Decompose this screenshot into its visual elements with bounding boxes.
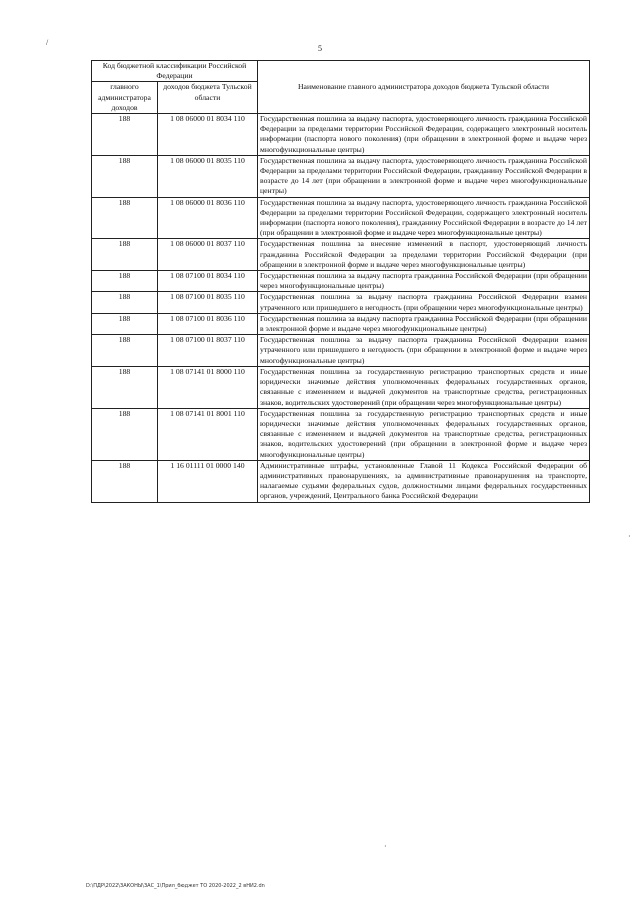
- page-number: 5: [318, 44, 322, 53]
- admin-code-cell: 188: [92, 408, 158, 460]
- revenue-code-cell: 1 08 07100 01 8034 110: [158, 271, 258, 292]
- table-row: [92, 408, 590, 460]
- revenue-name-cell: Государственная пошлина за выдачу паспорта, удостоверяющего личность гражданина Российской Федерации за пределами территории Российской Федерации, содержащего электронный носитель информации (паспорта нового поколения), гражданину Российской Федерации в возрасте до 14 лет (при обращении в электронной форме и выдаче через многофункциональные центры): [258, 197, 590, 239]
- revenue-name-cell: Государственная пошлина за выдачу паспорта, удостоверяющего личность гражданина Российской Федерации за пределами территории Российской Федерации, содержащего электронный носитель информации (паспорта нового поколения) (при обращении в электронной форме и выдаче через многофункциональные центры): [258, 114, 590, 156]
- table-row: [92, 114, 590, 156]
- code-col-header: доходов бюджета Тульской области: [158, 82, 258, 114]
- table-body: [92, 114, 590, 503]
- table-row: [92, 239, 590, 271]
- admin-code-cell: 188: [92, 155, 158, 197]
- scan-mark: ·: [384, 842, 387, 851]
- admin-code-cell: 188: [92, 114, 158, 156]
- revenue-code-cell: 1 08 07100 01 8036 110: [158, 313, 258, 334]
- kbk-header: Код бюджетной классификации Российской Федерации: [92, 61, 258, 82]
- admin-col-header: главного администратора доходов: [92, 82, 158, 114]
- table-row: [92, 155, 590, 197]
- revenue-table: [91, 60, 590, 503]
- revenue-code-cell: 1 08 07100 01 8037 110: [158, 335, 258, 367]
- admin-code-cell: 188: [92, 271, 158, 292]
- revenue-name-cell: Государственная пошлина за внесение изменений в паспорт, удостоверяющий личность гражданина Российской Федерации за пределами территории Российской Федерации (при обращении в электронной форме и выдаче через многофункциональные центры): [258, 239, 590, 271]
- revenue-name-cell: Государственная пошлина за выдачу паспорта гражданина Российской Федерации (при обращении в электронной форме и выдаче через многофункциональные центры): [258, 313, 590, 334]
- admin-code-cell: 188: [92, 460, 158, 502]
- table-row: [92, 460, 590, 502]
- revenue-name-cell: Государственная пошлина за выдачу паспорта гражданина Российской Федерации (при обращении через многофункциональные центры): [258, 271, 590, 292]
- revenue-name-cell: Государственная пошлина за выдачу паспорта, удостоверяющего личность гражданина Российской Федерации за пределами территории Российской Федерации, гражданину Российской Федерации в возрасте до 14 лет (при обращении в электронной форме и выдаче через многофункциональные центры): [258, 155, 590, 197]
- table-row: [92, 335, 590, 367]
- admin-code-cell: 188: [92, 335, 158, 367]
- footer-file-path: D:\ПДР\2022\ЗАКОНЫ\ЗАС_1\Прил_бюджет ТО 2020-2022_2 вНИ2.dn: [86, 883, 265, 889]
- table-header-row: [92, 61, 590, 82]
- revenue-code-cell: 1 16 01111 01 0000 140: [158, 460, 258, 502]
- admin-code-cell: 188: [92, 239, 158, 271]
- table-row: [92, 271, 590, 292]
- revenue-code-cell: 1 08 06000 01 8037 110: [158, 239, 258, 271]
- revenue-name-cell: Государственная пошлина за выдачу паспорта гражданина Российской Федерации взамен утраченного или пришедшего в негодность (при обращении через многофункциональные центры): [258, 292, 590, 313]
- revenue-name-cell: Государственная пошлина за государственную регистрацию транспортных средств и иные юридически значимые действия уполномоченных федеральных государственных органов, связанные с изменением и выдачей документов на транспортные средства, регистрационных знаков, водительских удостоверений (при обращении в электронной форме и выдаче через многофункциональные центры): [258, 408, 590, 460]
- revenue-name-cell: Государственная пошлина за государственную регистрацию транспортных средств и иные юридически значимые действия уполномоченных федеральных государственных органов, связанные с изменением и выдачей документов на транспортные средства, регистрационных знаков, водительских удостоверений (при обращении через многофункциональные центры): [258, 366, 590, 408]
- name-header: Наименование главного администратора доходов бюджета Тульской области: [258, 61, 590, 114]
- revenue-code-cell: 1 08 07100 01 8035 110: [158, 292, 258, 313]
- admin-code-cell: 188: [92, 292, 158, 313]
- admin-code-cell: 188: [92, 197, 158, 239]
- admin-code-cell: 188: [92, 313, 158, 334]
- scan-mark: /: [46, 38, 49, 47]
- admin-code-cell: 188: [92, 366, 158, 408]
- revenue-code-cell: 1 08 07141 01 8000 110: [158, 366, 258, 408]
- revenue-name-cell: Государственная пошлина за выдачу паспорта гражданина Российской Федерации взамен утраченного или пришедшего в негодность (при обращении в электронной форме и выдаче через многофункциональные центры): [258, 335, 590, 367]
- revenue-code-cell: 1 08 07141 01 8001 110: [158, 408, 258, 460]
- revenue-code-cell: 1 08 06000 01 8034 110: [158, 114, 258, 156]
- table-row: [92, 366, 590, 408]
- table-row: [92, 313, 590, 334]
- table-row: [92, 197, 590, 239]
- table-row: [92, 292, 590, 313]
- revenue-code-cell: 1 08 06000 01 8036 110: [158, 197, 258, 239]
- revenue-name-cell: Административные штрафы, установленные Главой 11 Кодекса Российской Федерации об административных правонарушениях, за административные правонарушения на транспорте, налагаемые судьями федеральных судов, должностными лицами федеральных государственных органов, учреждений, Центрального банка Российской Федерации: [258, 460, 590, 502]
- scan-mark: ·: [628, 532, 631, 541]
- revenue-code-cell: 1 08 06000 01 8035 110: [158, 155, 258, 197]
